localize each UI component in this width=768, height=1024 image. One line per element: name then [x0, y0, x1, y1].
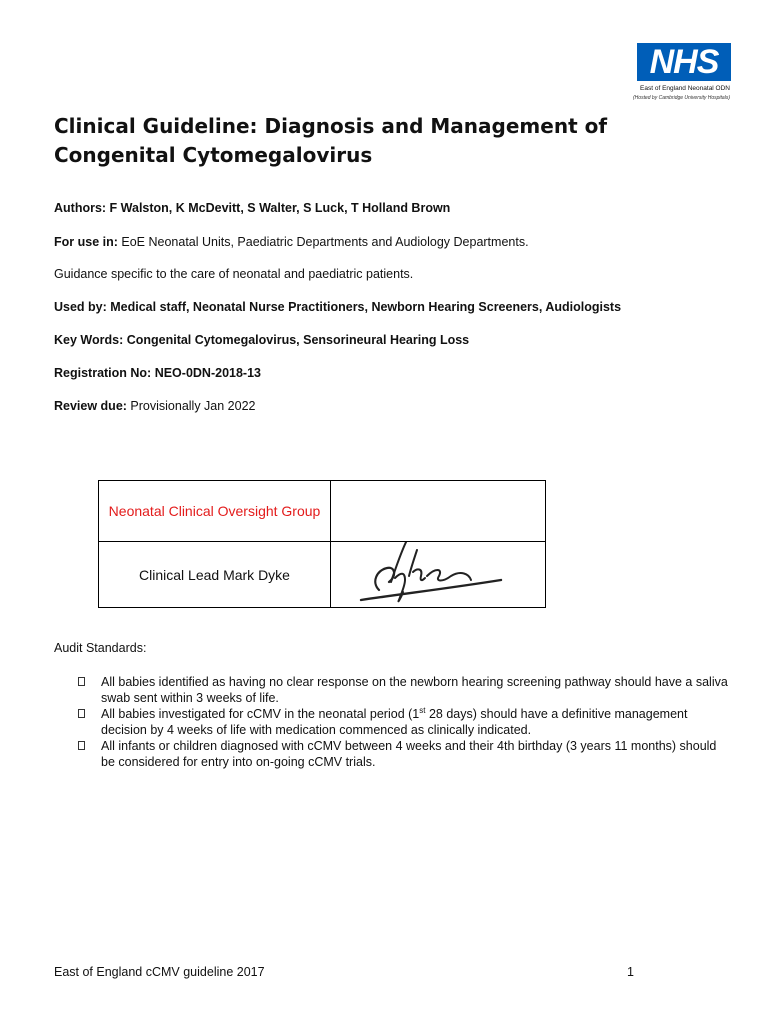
page-number: 1: [627, 965, 634, 979]
oversight-group-cell: [99, 481, 331, 542]
used-by-line: Used by: Medical staff, Neonatal Nurse Practitioners, Newborn Hearing Screeners, Audiologists: [54, 300, 622, 314]
review-due-value: Provisionally Jan 2022: [126, 399, 256, 413]
key-words-line: Key Words: Congenital Cytomegalovirus, Sensorineural Hearing Loss: [54, 333, 470, 347]
clinical-lead-label: Clinical Lead Mark Dyke: [139, 566, 290, 583]
document-title: Clinical Guideline: Diagnosis and Management of Congenital Cytomegalovirus: [54, 114, 608, 167]
guidance-line: Guidance specific to the care of neonatal and paediatric patients.: [54, 267, 414, 281]
footer-document-name: East of England cCMV guideline 2017: [54, 965, 265, 979]
empty-signature-cell: [331, 481, 546, 542]
for-use-line: [54, 234, 734, 250]
audit-item-text: All infants or children diagnosed with cCMV between 4 weeks and their 4th birthday (3 years 11 months) should be considered for entry into on-going cCMV trials.: [101, 739, 717, 769]
audit-standards-list: [78, 674, 728, 770]
clinical-lead-cell: [99, 542, 331, 608]
for-use-label: For use in:: [54, 235, 118, 249]
list-item: [78, 706, 728, 738]
authors-line: Authors: F Walston, K McDevitt, S Walter, S Luck, T Holland Brown: [54, 201, 451, 215]
registration-line: Registration No: NEO-0DN-2018-13: [54, 366, 261, 380]
nhs-logo: NHS: [637, 43, 731, 81]
audit-standards-heading: Audit Standards:: [54, 641, 147, 655]
hosted-by-note: (Hosted by Cambridge University Hospitals): [633, 95, 730, 101]
checkbox-bullet-icon: [78, 677, 85, 686]
audit-item-text: All babies identified as having no clear response on the newborn hearing screening pathway should have a saliva swab sent within 3 weeks of life.: [101, 675, 728, 705]
signoff-table: [98, 480, 546, 608]
review-due-line: [54, 398, 734, 414]
signature-cell: [331, 542, 546, 608]
checkbox-bullet-icon: [78, 709, 85, 718]
checkbox-bullet-icon: [78, 741, 85, 750]
list-item: [78, 674, 728, 706]
for-use-value: EoE Neonatal Units, Paediatric Departments and Audiology Departments.: [117, 235, 529, 249]
handwritten-signature: [331, 542, 545, 607]
list-item: [78, 738, 728, 770]
organisation-name: East of England Neonatal ODN: [640, 85, 730, 92]
review-due-label: Review due:: [54, 399, 127, 413]
oversight-group-label: Neonatal Clinical Oversight Group: [108, 503, 321, 519]
audit-item-text: All babies investigated for cCMV in the neonatal period (1st 28 days) should have a definitive management decision by 4 weeks of life with medication commenced as clinically indicated.: [101, 705, 688, 737]
